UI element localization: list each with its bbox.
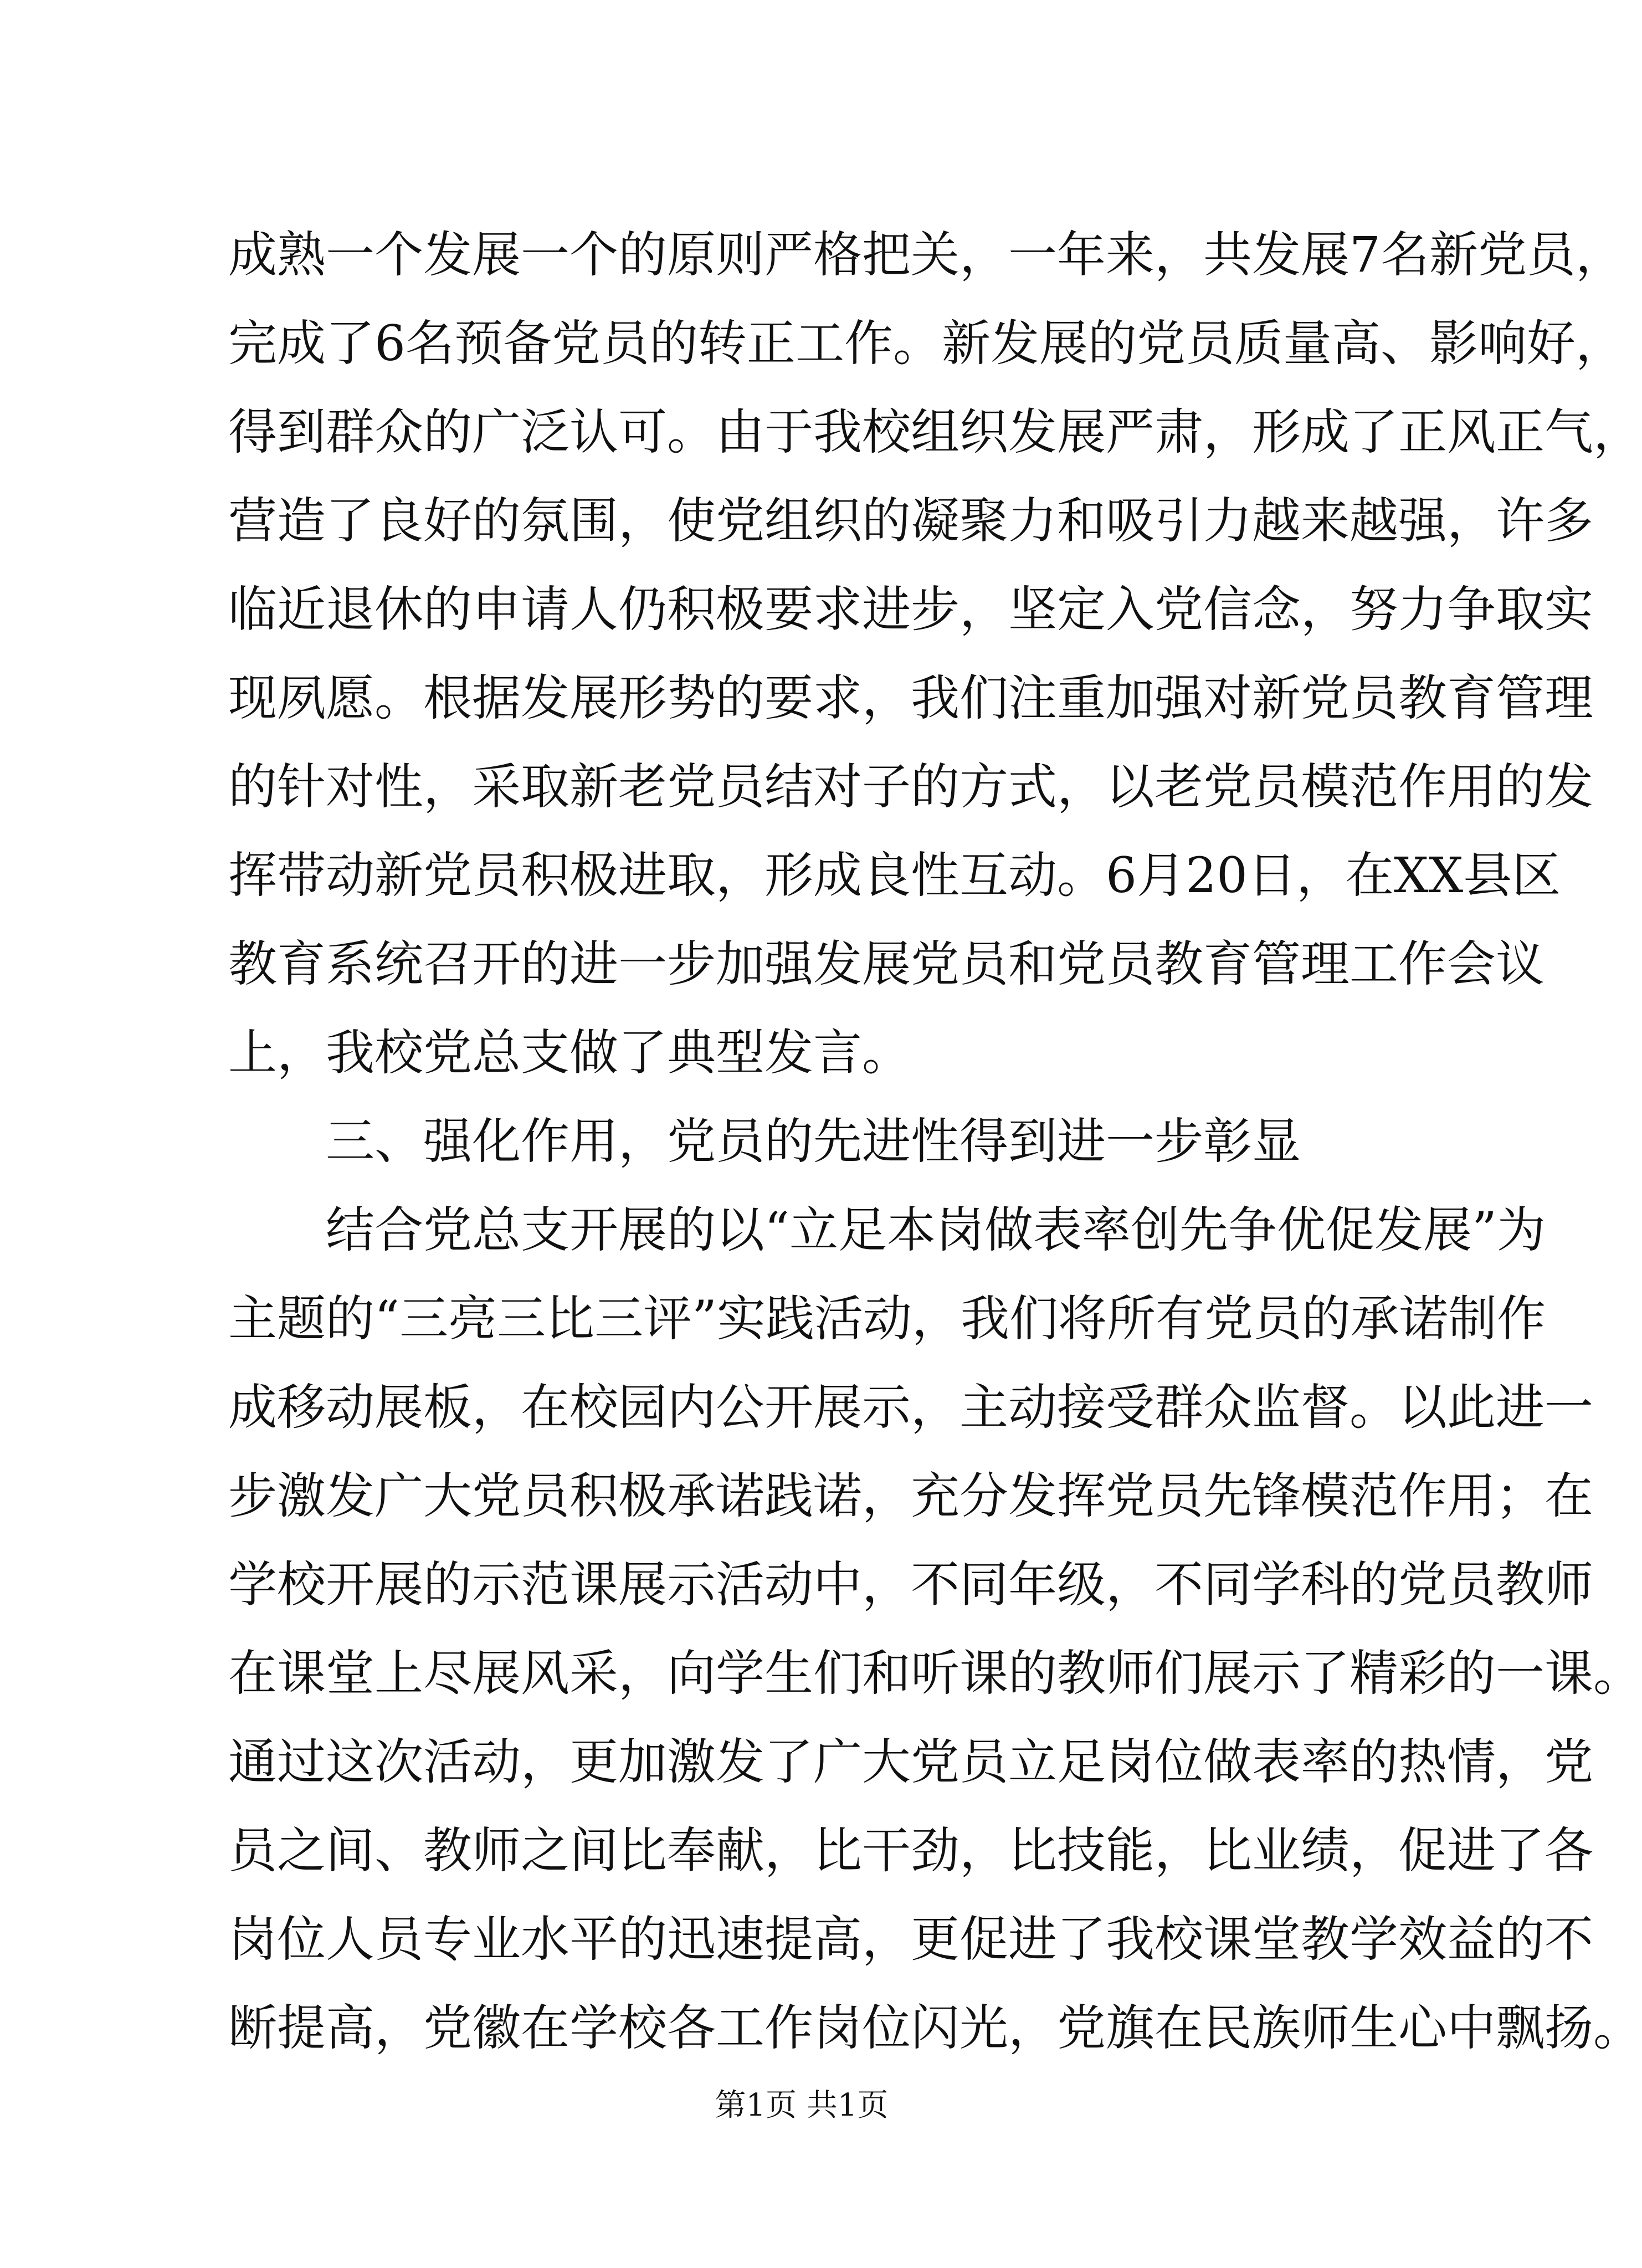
body-text-line: 现夙愿。根据发展形势的要求，我们注重加强对新党员教育管理	[228, 669, 1594, 726]
section-heading: 三、强化作用，党员的先进性得到进一步彰显	[326, 1113, 1301, 1170]
paragraph-first-line: 结合党总支开展的以“立足本岗做表率创先争优促发展”为	[326, 1201, 1546, 1258]
body-text-line: 成熟一个发展一个的原则严格把关，一年来，共发展7名新党员，	[228, 226, 1624, 283]
body-text-line: 学校开展的示范课展示活动中，不同年级，不同学科的党员教师	[228, 1556, 1594, 1613]
body-text-line: 通过这次活动，更加激发了广大党员立足岗位做表率的热情，党	[228, 1733, 1594, 1790]
body-text-line: 完成了6名预备党员的转正工作。新发展的党员质量高、影响好，	[228, 315, 1624, 372]
body-text-line: 教育系统召开的进一步加强发展党员和党员教育管理工作会议	[228, 935, 1545, 992]
body-text-line: 的针对性，采取新老党员结对子的方式，以老党员模范作用的发	[228, 758, 1594, 815]
body-text-line: 主题的“三亮三比三评”实践活动，我们将所有党员的承诺制作	[228, 1290, 1546, 1347]
body-text-line: 在课堂上尽展风采，向学生们和听课的教师们展示了精彩的一课。	[228, 1645, 1642, 1702]
body-text-line: 岗位人员专业水平的迅速提高，更促进了我校课堂教学效益的不	[228, 1911, 1594, 1968]
body-text-line: 得到群众的广泛认可。由于我校组织发展严肃，形成了正风正气，	[228, 403, 1642, 460]
body-text-line: 临近退休的申请人仍积极要求进步，坚定入党信念，努力争取实	[228, 581, 1594, 638]
body-text-line: 上，我校党总支做了典型发言。	[228, 1024, 911, 1081]
body-text-line: 步激发广大党员积极承诺践诺，充分发挥党员先锋模范作用；在	[228, 1467, 1594, 1524]
page-number-footer: 第1页 共1页	[715, 2087, 889, 2123]
body-text-line: 成移动展板，在校园内公开展示，主动接受群众监督。以此进一	[228, 1379, 1594, 1436]
body-text-line: 员之间、教师之间比奉献，比干劲，比技能，比业绩，促进了各	[228, 1822, 1594, 1879]
body-text-line: 断提高，党徽在学校各工作岗位闪光，党旗在民族师生心中飘扬。	[228, 1999, 1642, 2056]
body-text-line: 挥带动新党员积极进取，形成良性互动。6月20日，在XX县区	[228, 847, 1561, 904]
body-text-line: 营造了良好的氛围，使党组织的凝聚力和吸引力越来越强，许多	[228, 492, 1594, 549]
